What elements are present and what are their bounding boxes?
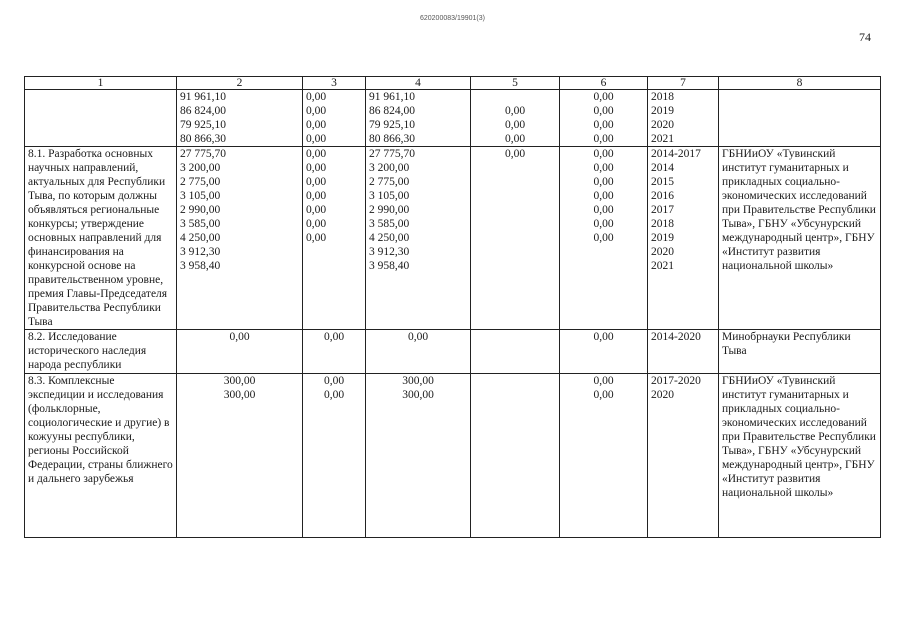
cell-col5 — [471, 330, 560, 374]
cell-col4 — [366, 90, 471, 147]
cell-col5 — [471, 90, 560, 147]
year: 2021 — [651, 260, 674, 272]
responsible-cell: Минобрнауки Республики Тыва — [719, 330, 881, 374]
value: 80 866,30 — [180, 133, 226, 145]
value: 91 961,10 — [369, 91, 415, 103]
table-row — [25, 147, 881, 330]
value: 3 105,00 — [369, 190, 410, 202]
year: 2020 — [651, 389, 674, 401]
value: 0,00 — [593, 162, 614, 174]
cell-col2: 0,00 — [177, 330, 303, 374]
value: 0,00 — [306, 204, 327, 216]
value: 2 775,00 — [180, 176, 221, 188]
value: 3 912,30 — [369, 246, 410, 258]
cell-col6: 0,00 — [560, 330, 648, 374]
table-row — [25, 374, 881, 538]
header-cell: 7 — [648, 77, 719, 90]
value: 0,00 — [306, 91, 327, 103]
cell-col3 — [303, 147, 366, 330]
value: 0,00 — [306, 176, 327, 188]
value: 300,00 — [402, 375, 434, 387]
value: 0,00 — [306, 148, 327, 160]
value: 0,00 — [593, 119, 614, 131]
header-cell: 4 — [366, 77, 471, 90]
value: 0,00 — [593, 232, 614, 244]
value: 0,00 — [593, 204, 614, 216]
value — [474, 374, 556, 388]
value: 0,00 — [504, 105, 526, 117]
value: 27 775,70 — [180, 148, 226, 160]
year: 2016 — [651, 190, 674, 202]
header-cell: 3 — [303, 77, 366, 90]
header-cell: 5 — [471, 77, 560, 90]
value: 86 824,00 — [369, 105, 415, 117]
value: 3 585,00 — [180, 218, 221, 230]
description-cell: 8.3. Комплексные экспедиции и исследования (фольклорные, социологические и другие) в кожууны республики, регионы Российской Федерации, страны ближнего и дальнего зарубежья — [25, 374, 177, 538]
value: 0,00 — [593, 389, 614, 401]
value: 0,00 — [306, 162, 327, 174]
cell-col7 — [648, 147, 719, 330]
year: 2017-2020 — [651, 375, 701, 387]
cell-col3 — [303, 374, 366, 538]
value: 2 990,00 — [180, 204, 221, 216]
description-cell: 8.1. Разработка основных научных направлений, актуальных для Республики Тыва, по которым должны объявляться региональные конкурсы; утверждение основных направлений для финансирования на конкурсной основе на правительственном уровне, премия Главы-Председателя Правительства Республики Тыва — [25, 147, 177, 330]
year: 2017 — [651, 204, 674, 216]
value: 0,00 — [504, 148, 526, 160]
value: 300,00 — [402, 389, 434, 401]
table-row — [25, 330, 881, 374]
year: 2019 — [651, 105, 674, 117]
cell-col7 — [648, 374, 719, 538]
value: 3 958,40 — [369, 260, 410, 272]
header-row — [25, 77, 881, 90]
value: 27 775,70 — [369, 148, 415, 160]
value: 0,00 — [593, 176, 614, 188]
value: 2 775,00 — [369, 176, 410, 188]
value: 3 585,00 — [369, 218, 410, 230]
table-row — [25, 90, 881, 147]
cell-col4: 0,00 — [366, 330, 471, 374]
cell-col2 — [177, 374, 303, 538]
year: 2019 — [651, 232, 674, 244]
value: 300,00 — [223, 375, 256, 387]
cell-col3 — [303, 90, 366, 147]
value: 0,00 — [593, 133, 614, 145]
cell-col7 — [648, 90, 719, 147]
value — [474, 90, 556, 104]
cell-col7: 2014-2020 — [648, 330, 719, 374]
value: 0,00 — [593, 91, 614, 103]
cell-col6 — [560, 374, 648, 538]
value: 3 200,00 — [369, 162, 410, 174]
value: 79 925,10 — [180, 119, 226, 131]
value: 86 824,00 — [180, 105, 226, 117]
value: 0,00 — [593, 375, 614, 387]
value: 3 105,00 — [180, 190, 221, 202]
value: 0,00 — [593, 190, 614, 202]
value: 80 866,30 — [369, 133, 415, 145]
cell-col2 — [177, 90, 303, 147]
header-cell: 2 — [177, 77, 303, 90]
year: 2015 — [651, 176, 674, 188]
value: 0,00 — [504, 133, 526, 145]
value: 300,00 — [223, 389, 256, 401]
year: 2020 — [651, 246, 674, 258]
cell-col6 — [560, 147, 648, 330]
value: 0,00 — [323, 375, 345, 387]
responsible-cell: ГБНИиОУ «Тувинский институт гуманитарных и прикладных социально-экономических исследований при Правительстве Республики Тыва», ГБНУ «Убсунурский международный центр», ГБНУ «Институт развития национальной школы» — [719, 147, 881, 330]
cell-col2 — [177, 147, 303, 330]
header-cell: 8 — [719, 77, 881, 90]
value: 0,00 — [306, 119, 327, 131]
value: 0,00 — [306, 218, 327, 230]
value: 2 990,00 — [369, 204, 410, 216]
cell-col4 — [366, 374, 471, 538]
value: 3 958,40 — [180, 260, 221, 272]
value: 79 925,10 — [369, 119, 415, 131]
header-cell: 6 — [560, 77, 648, 90]
document-id: 620200083/19901(3) — [419, 15, 485, 22]
cell-col6 — [560, 90, 648, 147]
cell-col3: 0,00 — [303, 330, 366, 374]
cell-col5 — [471, 147, 560, 330]
year: 2018 — [651, 91, 674, 103]
description-cell — [25, 90, 177, 147]
value: 0,00 — [593, 218, 614, 230]
responsible-cell: ГБНИиОУ «Тувинский институт гуманитарных и прикладных социально-экономических исследований при Правительстве Республики Тыва», ГБНУ «Убсунурский международный центр», ГБНУ «Институт развития национальной школы» — [719, 374, 881, 538]
value: 0,00 — [306, 232, 327, 244]
year: 2020 — [651, 119, 674, 131]
cell-col4 — [366, 147, 471, 330]
value: 0,00 — [323, 389, 345, 401]
page-number: 74 — [859, 30, 871, 44]
value: 0,00 — [593, 148, 614, 160]
description-cell: 8.2. Исследование исторического наследия народа республики — [25, 330, 177, 374]
value — [474, 388, 556, 402]
value: 91 961,10 — [180, 91, 226, 103]
value: 0,00 — [306, 133, 327, 145]
budget-table — [24, 76, 881, 538]
value: 0,00 — [593, 105, 614, 117]
year: 2018 — [651, 218, 674, 230]
value: 0,00 — [306, 105, 327, 117]
header-cell: 1 — [25, 77, 177, 90]
value: 4 250,00 — [369, 232, 410, 244]
value: 3 200,00 — [180, 162, 221, 174]
value: 0,00 — [306, 190, 327, 202]
value: 3 912,30 — [180, 246, 221, 258]
cell-col5 — [471, 374, 560, 538]
value: 4 250,00 — [180, 232, 221, 244]
year: 2021 — [651, 133, 674, 145]
cell-col8 — [719, 90, 881, 147]
year: 2014-2017 — [651, 148, 701, 160]
year: 2014 — [651, 162, 674, 174]
value: 0,00 — [504, 119, 526, 131]
